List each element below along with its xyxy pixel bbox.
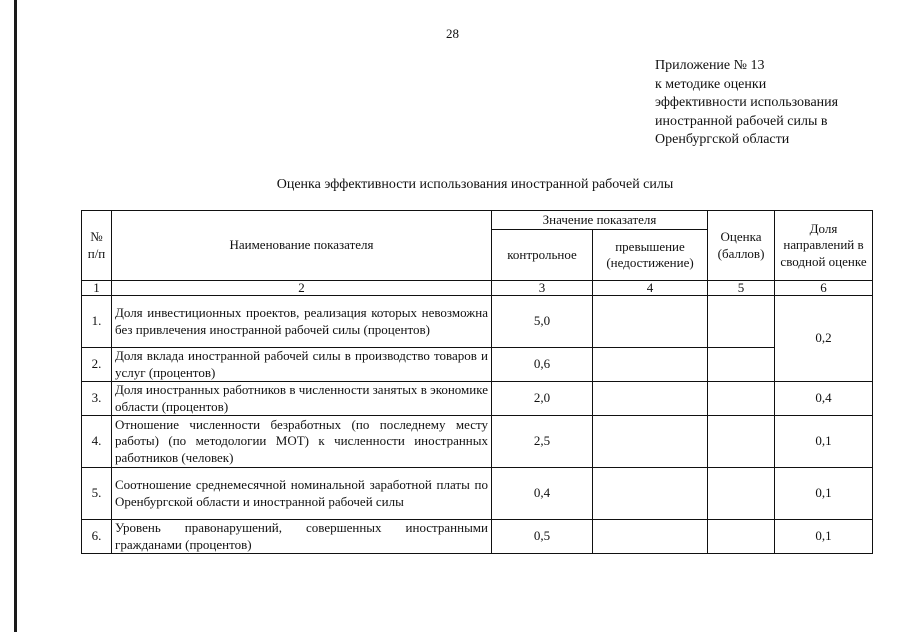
row-number: 5. — [82, 468, 112, 520]
appendix-line: Оренбургской области — [655, 132, 790, 147]
appendix-line: эффективности использования — [655, 95, 839, 110]
excess-cell — [593, 348, 708, 382]
control-value: 2,0 — [492, 382, 593, 416]
column-number: 6 — [775, 281, 873, 296]
control-value: 2,5 — [492, 416, 593, 468]
appendix-line: иностранной рабочей силы в — [655, 113, 828, 129]
header-name: Наименование показателя — [112, 211, 492, 281]
score-cell — [708, 382, 775, 416]
scan-edge-line — [14, 0, 17, 632]
column-number: 3 — [492, 281, 593, 296]
indicator-name: Доля инвестиционных проектов, реализация которых невозможна без привлечения иностранной рабочей силы (процентов) — [112, 296, 492, 348]
score-cell — [708, 348, 775, 382]
table-row — [82, 382, 873, 416]
indicator-name: Отношение численности безработных (по последнему месту работы) (по методологии МОТ) к численности иностранных работников (человек) — [112, 416, 492, 468]
indicator-name: Доля вклада иностранной рабочей силы в производство товаров и услуг (процентов) — [112, 348, 492, 382]
share-value: 0,1 — [775, 520, 873, 554]
header-share: Доля направлений в сводной оценке — [775, 211, 873, 281]
indicator-name: Доля иностранных работников в численности занятых в экономике области (процентов) — [112, 382, 492, 416]
excess-cell — [593, 296, 708, 348]
appendix-block — [655, 57, 895, 150]
indicator-name: Соотношение среднемесячной номинальной заработной платы по Оренбургской области и иностранной рабочей силы — [112, 468, 492, 520]
control-value: 0,5 — [492, 520, 593, 554]
header-score: Оценка (баллов) — [708, 211, 775, 281]
header-row — [82, 211, 873, 230]
row-number: 6. — [82, 520, 112, 554]
share-value: 0,1 — [775, 416, 873, 468]
table-row — [82, 468, 873, 520]
excess-cell — [593, 520, 708, 554]
excess-cell — [593, 416, 708, 468]
table-row — [82, 416, 873, 468]
appendix-line: Приложение № 13 — [655, 58, 765, 73]
column-number: 5 — [708, 281, 775, 296]
indicator-name: Уровень правонарушений, совершенных иностранными гражданами (процентов) — [112, 520, 492, 554]
table-row — [82, 520, 873, 554]
table-row — [82, 296, 873, 348]
appendix-line: к методике оценки — [655, 76, 767, 92]
row-number: 3. — [82, 382, 112, 416]
row-number: 1. — [82, 296, 112, 348]
score-cell — [708, 416, 775, 468]
indicators-table — [81, 210, 873, 554]
row-number: 2. — [82, 348, 112, 382]
excess-cell — [593, 468, 708, 520]
column-number: 4 — [593, 281, 708, 296]
score-cell — [708, 520, 775, 554]
column-number: 1 — [82, 281, 112, 296]
header-excess: превышение (недостижение) — [593, 230, 708, 281]
header-value-group: Значение показателя — [492, 211, 708, 230]
share-value: 0,4 — [775, 382, 873, 416]
header-number: № п/п — [82, 211, 112, 281]
page-number: 28 — [446, 26, 459, 41]
control-value: 5,0 — [492, 296, 593, 348]
excess-cell — [593, 382, 708, 416]
control-value: 0,4 — [492, 468, 593, 520]
table-row — [82, 348, 873, 382]
header-control: контрольное — [492, 230, 593, 281]
control-value: 0,6 — [492, 348, 593, 382]
score-cell — [708, 468, 775, 520]
score-cell — [708, 296, 775, 348]
share-value: 0,1 — [775, 468, 873, 520]
document-title: Оценка эффективности использования иностранной рабочей силы — [276, 177, 674, 192]
column-number: 2 — [112, 281, 492, 296]
row-number: 4. — [82, 416, 112, 468]
column-number-row — [82, 281, 873, 296]
share-value: 0,2 — [775, 296, 873, 382]
